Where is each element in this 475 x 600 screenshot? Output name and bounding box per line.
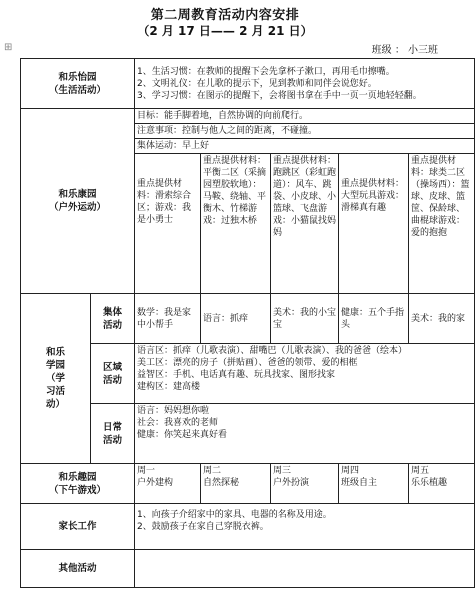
health-zone: 重点提供材料：跑跳区（彩虹跑道）：风车、跳袋、小皮球、小篮球、飞盘游戏：小猫鼠找妈妈 bbox=[271, 154, 339, 294]
subheader-area bbox=[91, 344, 135, 404]
health-note: 注意事项：控制与他人之间的距离，不碰撞。 bbox=[135, 124, 475, 139]
area-line: 益智区：手机、电话真有趣、玩具找家、图形找家 bbox=[137, 370, 336, 380]
daily-line: 健康：你笑起来真好看 bbox=[137, 430, 228, 440]
play-day-game: 班级自主 bbox=[341, 478, 378, 488]
area-line: 语言区：抓痒（儿歌表演）、甜嘴巴（儿歌表演）、我的爸爸（绘本） bbox=[137, 346, 408, 356]
daily-line: 语言：妈妈想你啦 bbox=[137, 406, 210, 416]
page-corner-mark: ⊞ bbox=[4, 42, 13, 53]
area-line: 建构区：建高楼 bbox=[137, 382, 201, 392]
play-day-game: 乐乐植趣 bbox=[411, 478, 448, 488]
header-other: 其他活动 bbox=[21, 550, 135, 588]
play-day-game: 自然探秘 bbox=[203, 478, 240, 488]
health-goal: 目标：能手脚着地，自然协调的向前爬行。 bbox=[135, 109, 475, 124]
play-day bbox=[201, 464, 271, 504]
row-parents bbox=[21, 504, 475, 550]
play-day-name: 周二 bbox=[203, 466, 222, 476]
play-day bbox=[409, 464, 475, 504]
daily-line: 社会：我喜欢的老师 bbox=[137, 418, 219, 428]
health-zone: 重点提供材料：大型玩具游戏：滑梯真有趣 bbox=[339, 154, 409, 294]
group-item: 健康：五个手指头 bbox=[339, 294, 409, 344]
schedule-table bbox=[20, 58, 475, 588]
group-item: 数学：我是家中小帮手 bbox=[135, 294, 201, 344]
header-health bbox=[21, 109, 135, 294]
header-play bbox=[21, 464, 135, 504]
health-zone: 重点提供材料：滑索综合区；游戏：我是小勇士 bbox=[135, 154, 201, 294]
header-life-text: 和乐怡园 （生活活动） bbox=[49, 71, 107, 96]
health-zone: 重点提供材料：平衡二区（采摘园塑胶软地）：马鞍、绕轴、平衡木、竹梯游戏：过独木桥 bbox=[201, 154, 271, 294]
daily-content bbox=[135, 404, 475, 464]
life-line: 2、文明礼仪：在儿歌的提示下，见到教师和同伴会说您好。 bbox=[137, 78, 377, 89]
group-item: 美术：我的小宝宝 bbox=[271, 294, 339, 344]
page-subtitle: （2 月 17 日—— 2 月 21 日） bbox=[137, 24, 313, 38]
parents-line: 1、向孩子介绍家中的家具、电器的名称及用途。 bbox=[137, 510, 332, 520]
header-study bbox=[21, 294, 91, 464]
class-label: 班级 ： 小三班 bbox=[371, 45, 438, 56]
play-day bbox=[135, 464, 201, 504]
play-day-game: 户外建构 bbox=[137, 478, 174, 488]
subheader-daily bbox=[91, 404, 135, 464]
header-health-text: 和乐康园 （户外运动） bbox=[49, 189, 107, 213]
health-group: 集体运动：早上好 bbox=[135, 139, 475, 154]
life-line: 3、学习习惯：在图示的提醒下，会将图书拿在手中一页一页地轻轻翻。 bbox=[137, 90, 422, 101]
row-health-goal bbox=[21, 109, 475, 124]
play-day-game: 户外扮演 bbox=[273, 478, 310, 488]
parents-line: 2、鼓励孩子在家自己穿脱衣裤。 bbox=[137, 522, 269, 532]
page-title: 第二周教育活动内容安排 bbox=[150, 8, 300, 23]
area-line: 美工区：漂亮的房子（拼贴画）、爸爸的领带、爱的相框 bbox=[137, 358, 358, 368]
parents-content bbox=[135, 504, 475, 550]
play-day-name: 周五 bbox=[411, 466, 430, 476]
group-item: 美术：我的家 bbox=[409, 294, 475, 344]
header-play-text: 和乐趣园 （下午游戏） bbox=[49, 471, 107, 496]
header-parents: 家长工作 bbox=[21, 504, 135, 550]
subheader-group-text: 集体 活动 bbox=[103, 306, 123, 331]
health-zone: 重点提供材料：球类二区（操场西）：篮球、皮球、篮筐、保龄球、曲棍球游戏：爱的抱抱 bbox=[409, 154, 475, 294]
play-day-name: 周四 bbox=[341, 466, 360, 476]
row-life bbox=[21, 59, 475, 109]
other-content bbox=[135, 550, 475, 588]
play-day-name: 周三 bbox=[273, 466, 292, 476]
row-play bbox=[21, 464, 475, 504]
header-study-text: 和乐 学园 （学 习活 动） bbox=[45, 347, 65, 410]
play-day bbox=[271, 464, 339, 504]
life-content bbox=[135, 59, 475, 109]
play-day-name: 周一 bbox=[137, 466, 156, 476]
row-study-group bbox=[21, 294, 475, 344]
play-day bbox=[339, 464, 409, 504]
group-item: 语言：抓痒 bbox=[201, 294, 271, 344]
subheader-group bbox=[91, 294, 135, 344]
life-line: 1、生活习惯：在教师的提醒下会先拿杯子漱口，再用毛巾擦嘴。 bbox=[137, 66, 395, 77]
header-life bbox=[21, 59, 135, 109]
subheader-daily-text: 日常 活动 bbox=[103, 421, 123, 446]
subheader-area-text: 区域 活动 bbox=[103, 361, 123, 386]
area-content bbox=[135, 344, 475, 404]
row-other bbox=[21, 550, 475, 588]
